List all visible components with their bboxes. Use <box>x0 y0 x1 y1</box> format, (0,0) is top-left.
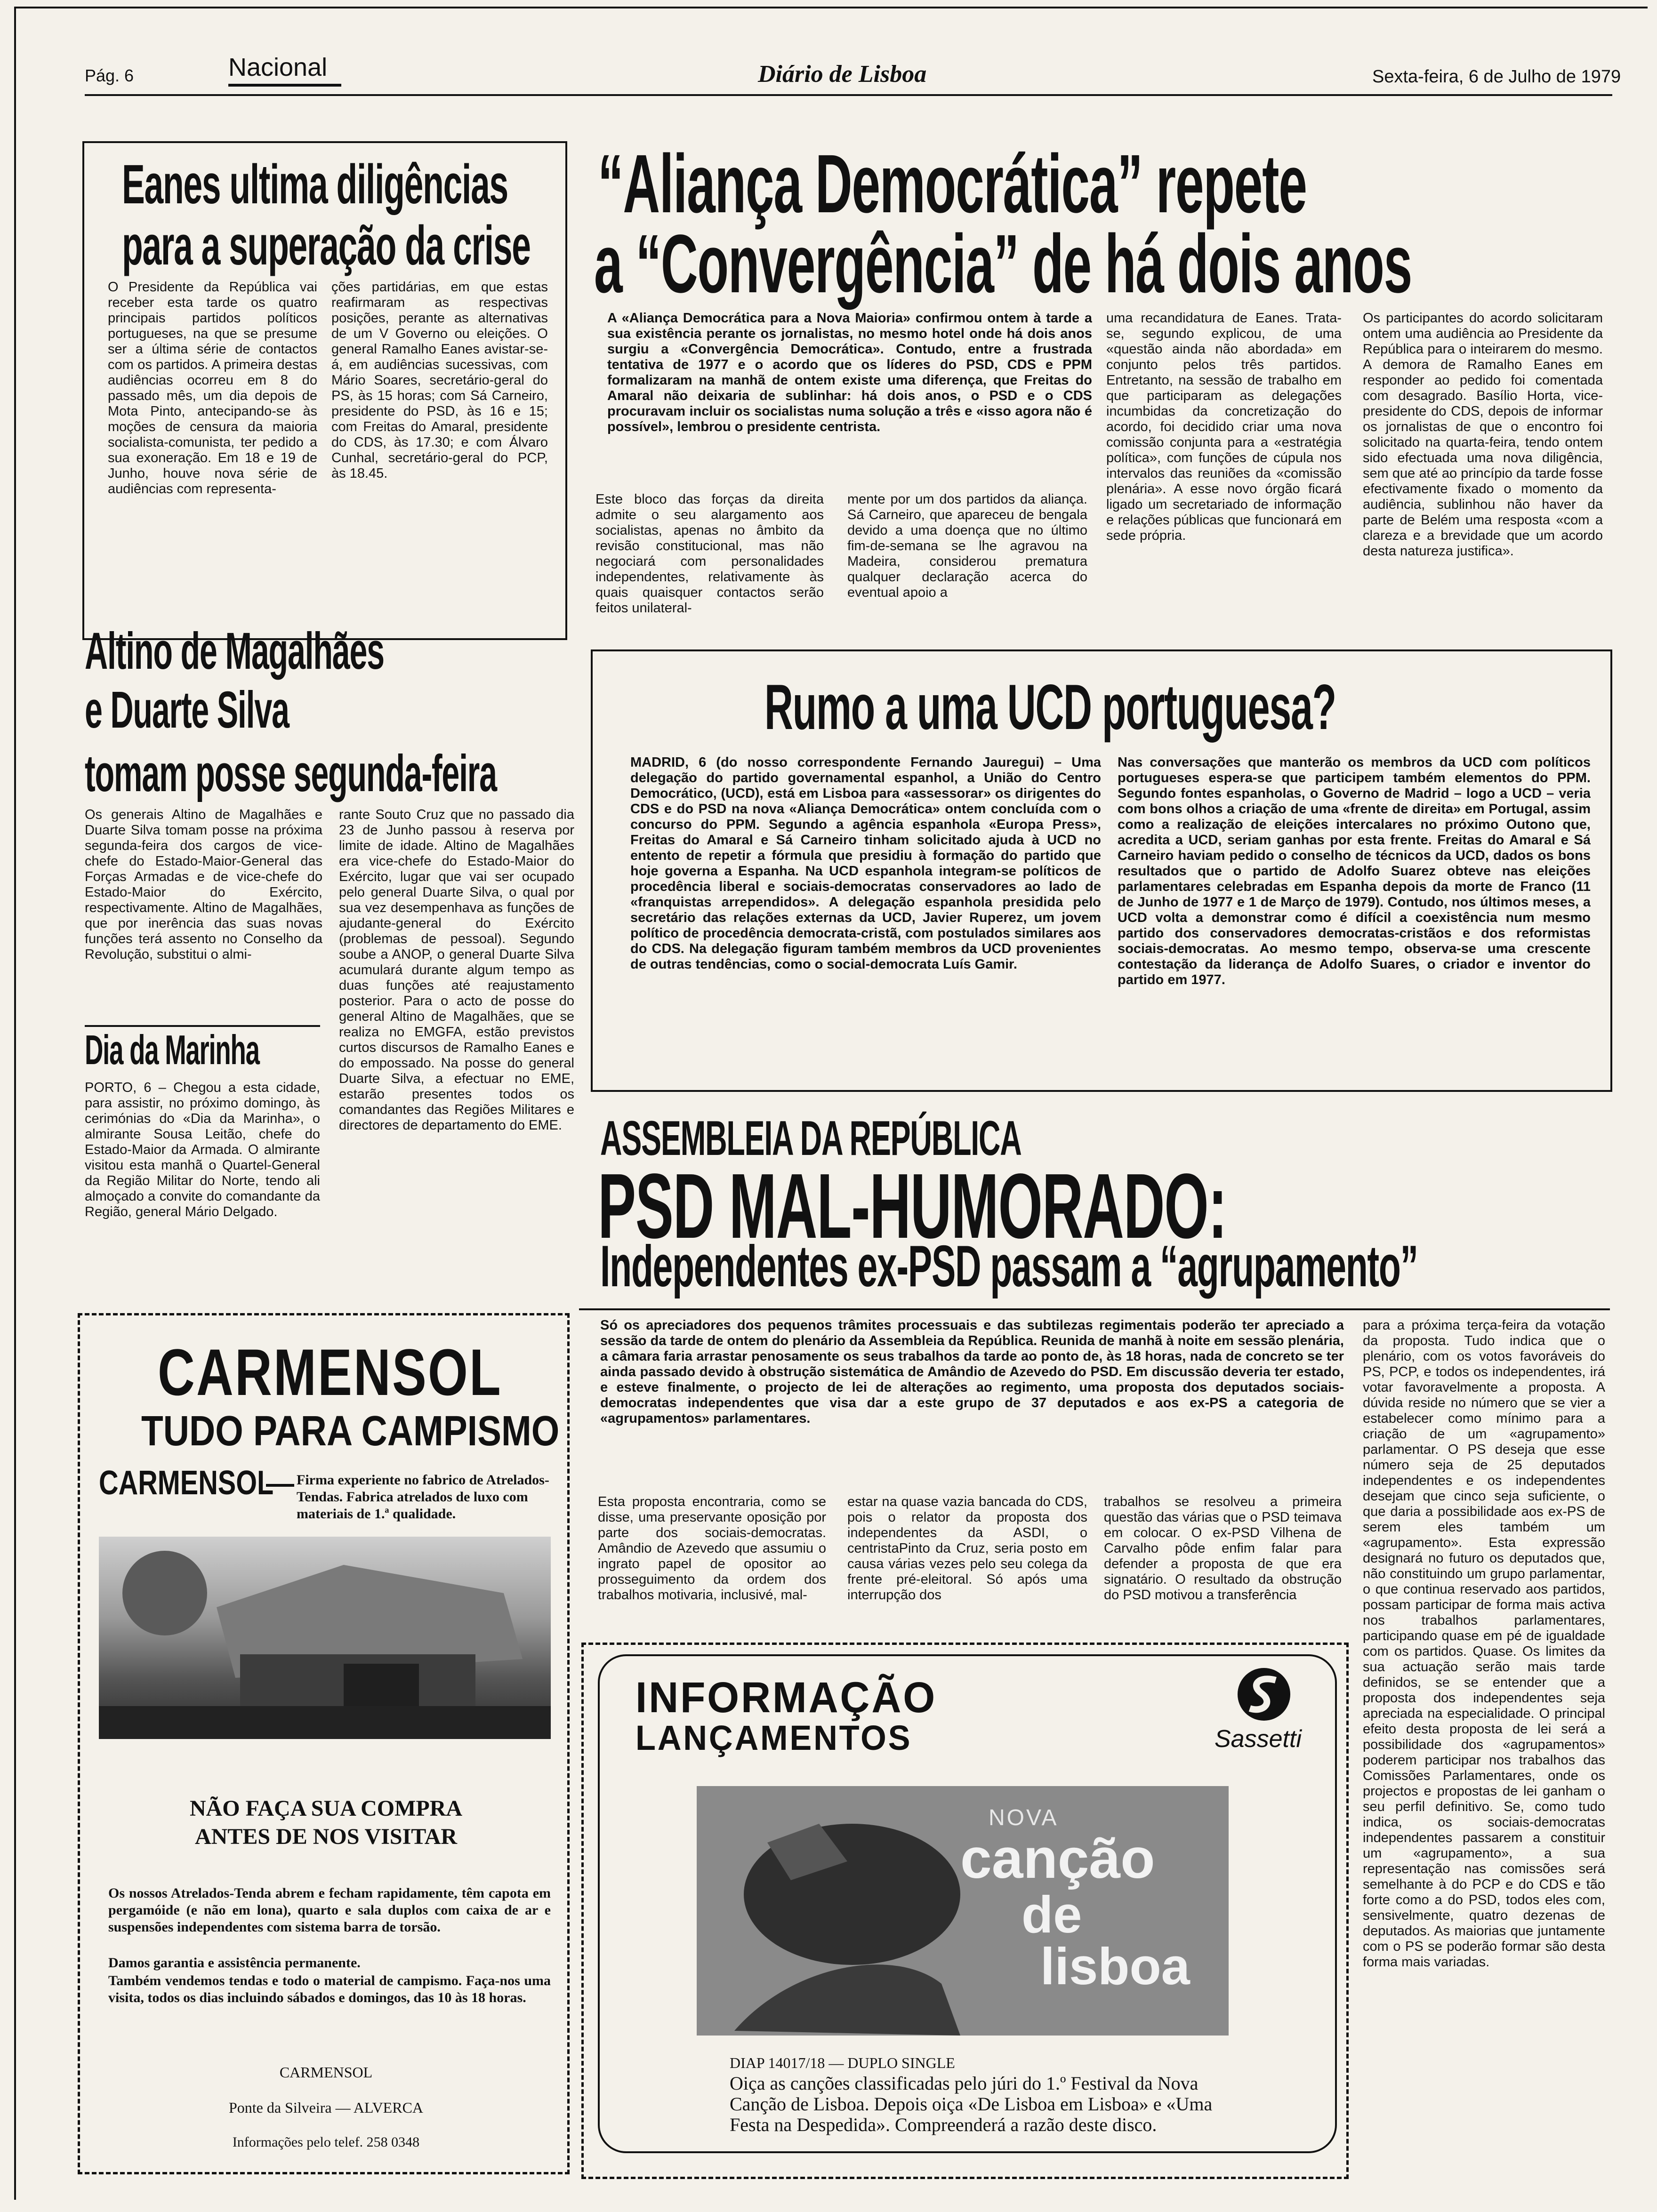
alianca-column-2: mente por um dos partidos da aliança. Sá Carneiro, que apareceu de bengala devido a uma doença que no último fim-de-semana se lhe agravou na Madeira, considerou prematura qualquer declaração acerca do eventual apoio a <box>847 492 1087 600</box>
carmensol-headline-1: NÃO FAÇA SUA COMPRA <box>189 1796 463 1821</box>
eanes-column-2: ções partidárias, em que estas reafirmaram as respectivas posições, perante as alternativas de um V Governo ou eleições. O general Ramalho Eanes avistar-se-á, em audiências sucessivas, com Mário Soares, secretário-geral do PS, às 15 horas; com Sá Carneiro, presidente do PSD, às 16 e 15; com Freitas do Amaral, presidente do CDS, às 17.30; e com Álvaro Cunhal, secretário-geral do PCP, às 18.45. <box>331 280 548 481</box>
section-underline <box>228 84 341 87</box>
psd-subheadline: Independentes ex-PSD passam a “agrupamento” <box>600 1234 1418 1299</box>
carmensol-headline-2: ANTES DE NOS VISITAR <box>194 1824 458 1849</box>
eanes-article <box>82 141 567 640</box>
alianca-lead: A «Aliança Democrática para a Nova Maioria» confirmou ontem à tarde a sua existência perante os jornalistas, no mesmo hotel onde há dois anos surgiu a «Convergência Democrática». Contudo, entre a frustrada tentativa de 1977 e o acordo que os líderes do PSD, CDS e PPM formalizaram na manhã de ontem existe uma diferença, que Freitas do Amaral não deixaria de sublinhar: há dois anos, o PSD e o CDS procuravam incluir os socialistas numa solução a três e «isso agora não é possível», lembrou o presidente centrista. <box>607 311 1092 434</box>
carmensol-dash: — <box>266 1467 294 1499</box>
psd-column-3: trabalhos se resolveu a primeira questão das várias que o PSD teimava em colocar. O ex-PSD Vilhena de Carvalho pôde enfim falar para defender a proposta de que era signatário. O resultado da obstrução do PSD motivou a transferência <box>1104 1494 1342 1603</box>
psd-lead: Só os apreciadores dos pequenos trâmites processuais e das subtilezas regimentais poderão ter apreciado a sessão da tarde de ontem do plenário da Assembleia da República. Reunida de manhã à noite em sessão plenária, a câmara faria arrastar penosamente os seus trabalhos da tarde ao ponto de, às 18 horas, nada de concreto se ter ainda passado devido à obstrução sistemática de Amândio de Azevedo do PSD. Em discussão deveria ter estado, e esteve finalmente, o projecto de lei de alterações ao regimento, uma proposta dos deputados sociais-democratas independentes que visa dar a este grupo de 37 deputados e aos ex-PS a categoria de «agrupamentos» parlamentares. <box>600 1318 1344 1426</box>
campsite-photo <box>99 1537 551 1739</box>
altino-headline-1: Altino de Magalhães <box>85 622 384 680</box>
carmensol-body-1: Os nossos Atrelados-Tenda abrem e fecham rapidamente, têm capota em pergamóide (e não em lona), quarto e sala duplos com caixa de ar e suspensões independentes com sistema barra de torsão. <box>108 1885 551 1935</box>
eanes-column-1: O Presidente da República vai receber esta tarde os quatro principais partidos políticos portugueses, na que se presume ser a última série de contactos com os partidos. A primeira destas audiências ocorreu em 8 do passado mês, um dia depois de Mota Pinto, antecipando-se às moções de censura da maioria socialista-comunista, ter pedido a sua exoneração. Em 18 e 19 de Junho, houve nova série de audiências com representa- <box>108 280 317 497</box>
psd-column-4: para a próxima terça-feira da votação da proposta. Tudo indica que o plenário, com os votos favoráveis do PS, PCP, e todos os independentes, irá votar favoravelmente a proposta. A dúvida reside no número que se vier a estabelecer como mínimo para a criação de um «agrupamento» parlamentar. O PS deseja que esse número seja de 25 deputados independentes e os independentes desejam que cinco seja suficiente, o que daria a possibilidade aos ex-PS de serem eles também um «agrupamento». Esta expressão designará no futuro os deputados que, não constituindo um grupo parlamentar, o que continua reservado aos partidos, possam participar de forma mais activa nos trabalhos parlamentares, participando quase em pé de igualdade com os partidos. Quase. Os limites da sua actuação serão mais tarde definidos, se se entender que a proposta dos independentes seja apreciada na especialidade. O principal efeito desta proposta de lei será a possibilidade dos «agrupamentos» poderem participar nos trabalhos das Comissões Parlamentares, onde os projectos e propostas de lei ganham o seu perfil definitivo. Se, como tudo indica, os sociais-democratas independentes passarem a constituir um «agrupamento», a sua representação nas comissões será semelhante à do PCP e do CDS e tão forte como a do PSD, todos eles com, sensivelmente, quatro dezenas de deputados. As maiorias que juntamente com o PS se poderão formar são desta forma mais variadas. <box>1363 1318 1605 1970</box>
eanes-headline-2: para a superação da crise <box>122 215 531 277</box>
carmensol-name: CARMENSOL <box>158 1335 502 1409</box>
psd-column-1: Esta proposta encontraria, como se disse, uma preservante oposição por parte dos sociais-democratas. Amândio de Azevedo que assumiu o ingrato papel de opositor ao prosseguimento da ordem dos trabalhos motivaria, inclusivé, mal- <box>598 1494 826 1603</box>
newspaper-name: Diário de Lisboa <box>758 61 927 88</box>
album-cover-art <box>697 1786 1229 2036</box>
top-rule <box>14 7 1648 8</box>
carmensol-body-3: Também vendemos tendas e todo o material de campismo. Faça-nos uma visita, todos os dias incluindo sábados e domingos, das 10 às 18 horas. <box>108 1973 551 2005</box>
album-title-line2: de <box>1022 1886 1082 1944</box>
alianca-headline-2: a “Convergência” de há dois anos <box>594 218 1412 310</box>
masthead-rule <box>85 94 1612 96</box>
sassetti-text: Oiça as canções classificadas pelo júri do 1.º Festival da Nova Canção de Lisboa. Depois oiça «De Lisboa em Lisboa» e «Uma Festa na Despedida». Compreenderá a razão deste disco. <box>730 2073 1213 2135</box>
album-title-line3: lisboa <box>1040 1938 1190 1996</box>
issue-date: Sexta-feira, 6 de Julho de 1979 <box>1372 67 1621 87</box>
ucd-headline: Rumo a uma UCD portuguesa? <box>764 671 1336 743</box>
eanes-headline-1: Eanes ultima diligências <box>122 153 508 216</box>
carmensol-brand: CARMENSOL <box>99 1464 274 1502</box>
sassetti-title-1: INFORMAÇÃO <box>635 1674 937 1722</box>
carmensol-footer-place: Ponte da Silveira — ALVERCA <box>228 2099 424 2116</box>
carmensol-tagline: TUDO PARA CAMPISMO <box>141 1408 560 1455</box>
ucd-column-2: Nas conversações que manterão os membros da UCD com políticos portugueses espera-se que participem também elementos do PPM. Segundo fontes espanholas, o Governo de Madrid – logo a UCD – veria com bons olhos a criação de uma «frente de direita» em Portugal, assim como a realização de eleições intercalares no próximo Outono que, acredita a UCD, seriam ganhas por esta frente. Freitas do Amaral e Sá Carneiro haviam pedido o conselho de técnicos da UCD, dados os bons resultados que o partido de Adolfo Suarez obteve nas eleições parlamentares celebradas em Espanha depois da morte de Franco (11 de Junho de 1977 e 1 de Março de 1979). Contudo, nos últimos meses, a UCD volta a demonstrar como é difícil a coexistência num mesmo partido dos conservadores democratas-cristãos e dos reformistas sociais-democratas. Ao mesmo tempo, observa-se uma crescente contestação da liderança de Adolfo Suares, o criador e inventor do partido em 1977. <box>1118 755 1591 987</box>
carmensol-ad <box>78 1313 570 2174</box>
alianca-column-3: uma recandidatura de Eanes. Trata-se, segundo explicou, de uma «questão ainda não abordada» em conjunto pelos três partidos. Entretanto, na sessão de trabalho em que participaram as delegações incumbidas da concretização do acordo, foi decidido criar uma nova comissão conjunta para a «estratégia política», com funções de cúpula nos intervalos das reuniões da «comissão plenária». A esse novo órgão ficará ligado um secretariado de informação e relações públicas que funcionará em sede própria. <box>1106 311 1342 543</box>
sassetti-logo-icon <box>1236 1666 1292 1723</box>
album-nova-label: NOVA <box>989 1805 1059 1830</box>
marinha-headline: Dia da Marinha <box>85 1026 259 1073</box>
alianca-column-1: Este bloco das forças da direita admite o seu alargamento aos socialistas, apenas no âmbito da revisão constitucional, mas não negociará com personalidades independentes, relativamente às quais quaisquer contactos serão feitos unilateral- <box>595 492 824 616</box>
alianca-column-4: Os participantes do acordo solicitaram ontem uma audiência ao Presidente da República para o inteirarem do mesmo. A demora de Ramalho Eanes em responder ao pedido foi comentada com desagrado. Basílio Horta, vice-presidente do CDS, depois de informar os jornalistas de que o encontro foi solicitado na quarta-feira, tendo ontem sido efectuada uma nova diligência, sem que até ao princípio da tarde fosse efectivamente fixado o momento da audiência, sublinhou não haver da parte de Belém uma resposta «com a clareza e a brevidade que um acordo desta natureza justifica». <box>1363 311 1603 559</box>
ucd-column-1: MADRID, 6 (do nosso correspondente Fernando Jauregui) – Uma delegação do partido governamental espanhol, a União do Centro Democrático, (UCD), está em Lisboa para «assessorar» os dirigentes do CDS e do PSD na nova «Aliança Democrática» ontem concluída com o concurso do PPM. Segundo a agência espanhola «Europa Press», Freitas do Amaral e Sá Carneiro tinham solicitado ajuda à UCD no entento de repetir a fórmula que presidiu à formação do partido que hoje governa a Espanha. Na UCD espanhola integram-se políticos de procedência liberal e sociais-democratas conservadores ao lado de «franquistas arrependidos». A delegação espanhola presidida pelo secretário das relações externas da UCD, Javier Ruperez, um jovem político de procedência democrata-cristã, com postulados similares aos do CDS. Na delegação figuram também membros da UCD provenientes de outras tendências, como o social-democrata Luís Gamir. <box>630 755 1101 972</box>
carmensol-body-2: Damos garantia e assistência permanente. <box>108 1955 361 1971</box>
sassetti-catalog: DIAP 14017/18 — DUPLO SINGLE <box>730 2054 955 2071</box>
carmensol-footer-name: CARMENSOL <box>279 2064 373 2081</box>
altino-headline-3: tomam posse segunda-feira <box>85 745 497 802</box>
sassetti-logo <box>1236 1666 1292 1723</box>
altino-column-2: rante Souto Cruz que no passado dia 23 de Junho passou à reserva por limite de idade. Altino de Magalhães era vice-chefe do Estado-Maior do Exército, lugar que vai ser ocupado pelo general Duarte Silva, o qual por sua vez desempenhava as funções de ajudante-general do Exército (problemas de pessoal). Segundo soube a ANOP, o general Duarte Silva acumulará durante algum tempo as duas funções até reajustamento posterior. Para o acto de posse do general Altino de Magalhães, que se realiza no EMGFA, estão previstos curtos discursos de Ramalho Eanes e do empossado. Na posse do general Duarte Silva, a efectuar no EME, estarão presentes todos os comandantes das Regiões Militares e directores de departamento do EME. <box>339 807 574 1133</box>
album-cover <box>697 1786 1229 2036</box>
sassetti-brand: Sassetti <box>1215 1725 1302 1753</box>
psd-rule <box>579 1308 1610 1310</box>
carmensol-description: Firma experiente no fabrico de Atrelados-Tendas. Fabrica atrelados de luxo com materiais de 1.ª qualidade. <box>297 1472 549 1522</box>
carmensol-footer-phone: Informações pelo telef. 258 0348 <box>232 2134 420 2150</box>
section-label: Nacional <box>228 53 328 81</box>
psd-column-2: estar na quase vazia bancada do CDS, pois o relator da proposta dos independentes da ASDI, o centristaPinto da Cruz, seria posto em causa várias vezes pelo seu colega da frente pré-eleitoral. Só após uma interrupção dos <box>847 1494 1087 1603</box>
left-margin-rule <box>14 7 16 2200</box>
altino-headline-2: e Duarte Silva <box>85 681 289 739</box>
ucd-article <box>591 649 1612 1092</box>
psd-headline: PSD MAL-HUMORADO: <box>598 1154 1227 1258</box>
sassetti-ad <box>581 1643 1349 2179</box>
psd-kicker: ASSEMBLEIA DA REPÚBLICA <box>600 1111 1022 1166</box>
altino-column-1: Os generais Altino de Magalhães e Duarte Silva tomam posse na próxima segunda-feira dos cargos de vice-chefe do Estado-Maior-General das Forças Armadas e de vice-chefe do Estado-Maior do Exército, respectivamente. Altino de Magalhães, que por inerência das suas novas funções terá assento no Conselho da Revolução, substitui o almi- <box>85 807 322 962</box>
marinha-body: PORTO, 6 – Chegou a esta cidade, para assistir, no próximo domingo, às cerimónias do «Dia da Marinha», o almirante Sousa Leitão, chefe do Estado-Maior da Armada. O almirante visitou esta manhã o Quartel-General da Região Militar do Norte, tendo ali almoçado a convite do comandante da Região, general Mário Delgado. <box>85 1080 320 1219</box>
sassetti-title-2: LANÇAMENTOS <box>635 1718 912 1757</box>
tent-trailer-photo <box>99 1537 551 1739</box>
page-number: Pág. 6 <box>85 66 134 85</box>
alianca-headline-1: “Aliança Democrática” repete <box>598 138 1307 230</box>
album-title-line1: canção <box>960 1827 1155 1890</box>
